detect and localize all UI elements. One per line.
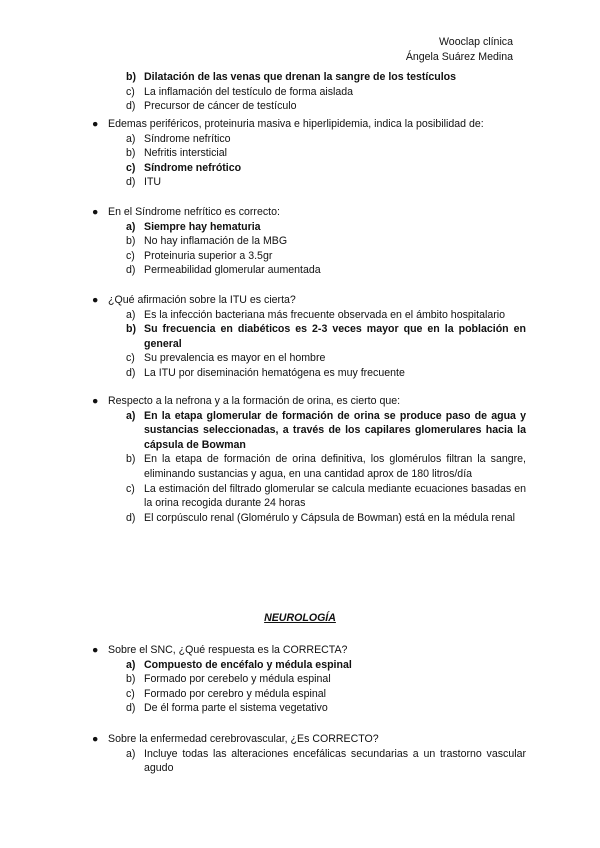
question-stem bbox=[92, 117, 526, 132]
carryover-options bbox=[126, 70, 526, 114]
option bbox=[126, 409, 526, 453]
question bbox=[92, 732, 526, 776]
question-text: ¿Qué afirmación sobre la ITU es cierta? bbox=[108, 294, 296, 306]
question bbox=[92, 643, 526, 716]
option-letter: a) bbox=[126, 308, 136, 321]
option-letter: d) bbox=[126, 366, 136, 379]
option-text: ITU bbox=[144, 176, 162, 189]
question-stem bbox=[92, 205, 526, 220]
question bbox=[92, 117, 526, 190]
option bbox=[126, 322, 526, 351]
question bbox=[92, 205, 526, 278]
options-list bbox=[126, 747, 526, 776]
option-text: De él forma parte el sistema vegetativo bbox=[144, 702, 328, 715]
option-text: Síndrome nefrítico bbox=[144, 132, 231, 145]
question-text: En el Síndrome nefrítico es correcto: bbox=[108, 206, 280, 218]
question bbox=[92, 394, 526, 525]
bullet-icon: ● bbox=[92, 206, 99, 218]
option bbox=[126, 351, 526, 366]
option bbox=[126, 366, 526, 381]
option bbox=[126, 146, 526, 161]
option-letter: c) bbox=[126, 161, 136, 174]
option-letter: a) bbox=[126, 409, 136, 422]
option-letter: d) bbox=[126, 511, 136, 524]
option-text: Formado por cerebelo y médula espinal bbox=[144, 673, 331, 686]
option-letter: c) bbox=[126, 482, 135, 495]
option-letter: a) bbox=[126, 747, 136, 760]
option-text: No hay inflamación de la MBG bbox=[144, 235, 288, 248]
option-text: Su prevalencia es mayor en el hombre bbox=[144, 352, 326, 365]
option-letter: b) bbox=[126, 235, 136, 248]
bullet-icon: ● bbox=[92, 294, 99, 306]
option bbox=[126, 452, 526, 481]
option-text: La inflamación del testículo de forma aislada bbox=[144, 85, 354, 98]
option-letter: a) bbox=[126, 220, 136, 233]
option-letter: c) bbox=[126, 352, 135, 365]
header-course: Wooclap clínica bbox=[439, 36, 513, 48]
option-letter: a) bbox=[126, 658, 136, 671]
option bbox=[126, 175, 526, 190]
option-letter: c) bbox=[126, 85, 135, 98]
options-list bbox=[126, 220, 526, 278]
option-letter: c) bbox=[126, 687, 135, 700]
section-title: NEUROLOGÍA bbox=[264, 612, 336, 624]
option bbox=[126, 672, 526, 687]
option bbox=[126, 511, 526, 526]
option-letter: c) bbox=[126, 249, 135, 262]
option-text: Nefritis intersticial bbox=[144, 147, 228, 160]
option bbox=[126, 234, 526, 249]
option-letter: b) bbox=[126, 453, 136, 466]
option-text: Síndrome nefrótico bbox=[144, 161, 242, 174]
question-text: Respecto a la nefrona y a la formación de orina, es cierto que: bbox=[108, 395, 401, 407]
option-letter: b) bbox=[126, 71, 136, 83]
bullet-icon: ● bbox=[92, 395, 99, 407]
option-text: Incluye todas las alteraciones encefálicas secundarias a un trastorno vascular agudo bbox=[144, 747, 526, 775]
option-letter: b) bbox=[126, 147, 136, 160]
question bbox=[92, 293, 526, 381]
option bbox=[126, 161, 526, 176]
option-letter: b) bbox=[126, 323, 136, 336]
options-list bbox=[126, 409, 526, 526]
option-letter: d) bbox=[126, 100, 136, 113]
option-text: Formado por cerebro y médula espinal bbox=[144, 687, 326, 700]
option-text: Compuesto de encéfalo y médula espinal bbox=[144, 658, 352, 671]
option-letter: d) bbox=[126, 176, 136, 189]
bullet-icon: ● bbox=[92, 644, 99, 656]
option-text: Es la infección bacteriana más frecuente observada en el ámbito hospitalario bbox=[144, 308, 505, 321]
option-letter: d) bbox=[126, 264, 136, 277]
option-text: En la etapa glomerular de formación de orina se produce paso de agua y sustancias seleccionadas, a través de los capilares glomerulares hacia la cápsula de Bowman bbox=[144, 409, 526, 451]
option-text: La ITU por diseminación hematógena es muy frecuente bbox=[144, 366, 405, 379]
question-text: Edemas periféricos, proteinuria masiva e hiperlipidemia, indica la posibilidad de: bbox=[108, 118, 484, 130]
option bbox=[126, 308, 526, 323]
header-author: Ángela Suárez Medina bbox=[405, 51, 513, 63]
options-list bbox=[126, 308, 526, 381]
options-list bbox=[126, 658, 526, 716]
bullet-icon: ● bbox=[92, 733, 99, 745]
option bbox=[126, 132, 526, 147]
option-text: Dilatación de las venas que drenan la sangre de los testículos bbox=[144, 71, 457, 83]
option-text: La estimación del filtrado glomerular se calcula mediante ecuaciones basadas en la orina recogida durante 24 horas bbox=[144, 482, 526, 510]
option bbox=[126, 220, 526, 235]
option bbox=[126, 747, 526, 776]
question-stem bbox=[92, 732, 526, 747]
bullet-icon: ● bbox=[92, 118, 99, 130]
option bbox=[126, 85, 526, 100]
option-letter: d) bbox=[126, 702, 136, 715]
option-text: El corpúsculo renal (Glomérulo y Cápsula de Bowman) está en la médula renal bbox=[144, 511, 515, 524]
option-text: En la etapa de formación de orina definitiva, los glomérulos filtran la sangre, eliminando sustancias y agua, en una cantidad aprox de 180 litros/día bbox=[144, 453, 526, 480]
document-header bbox=[406, 35, 513, 65]
option bbox=[126, 701, 526, 716]
option bbox=[126, 263, 526, 278]
question-stem bbox=[92, 643, 526, 658]
option-text: Siempre hay hematuria bbox=[144, 220, 261, 233]
option bbox=[126, 482, 526, 511]
option-text: Precursor de cáncer de testículo bbox=[144, 100, 297, 113]
option-text: Su frecuencia en diabéticos es 2-3 veces mayor que en la población en general bbox=[144, 323, 526, 350]
option bbox=[126, 249, 526, 264]
option bbox=[126, 687, 526, 702]
options-list bbox=[126, 132, 526, 190]
option bbox=[126, 70, 526, 85]
option-text: Proteinuria superior a 3.5gr bbox=[144, 249, 273, 262]
option-letter: a) bbox=[126, 132, 136, 145]
question-stem bbox=[92, 394, 526, 409]
option-text: Permeabilidad glomerular aumentada bbox=[144, 264, 321, 277]
option-letter: b) bbox=[126, 673, 136, 686]
option bbox=[126, 99, 526, 114]
question-text: Sobre la enfermedad cerebrovascular, ¿Es CORRECTO? bbox=[108, 733, 379, 745]
option bbox=[126, 658, 526, 673]
question-stem bbox=[92, 293, 526, 308]
question-text: Sobre el SNC, ¿Qué respuesta es la CORRECTA? bbox=[108, 644, 348, 656]
